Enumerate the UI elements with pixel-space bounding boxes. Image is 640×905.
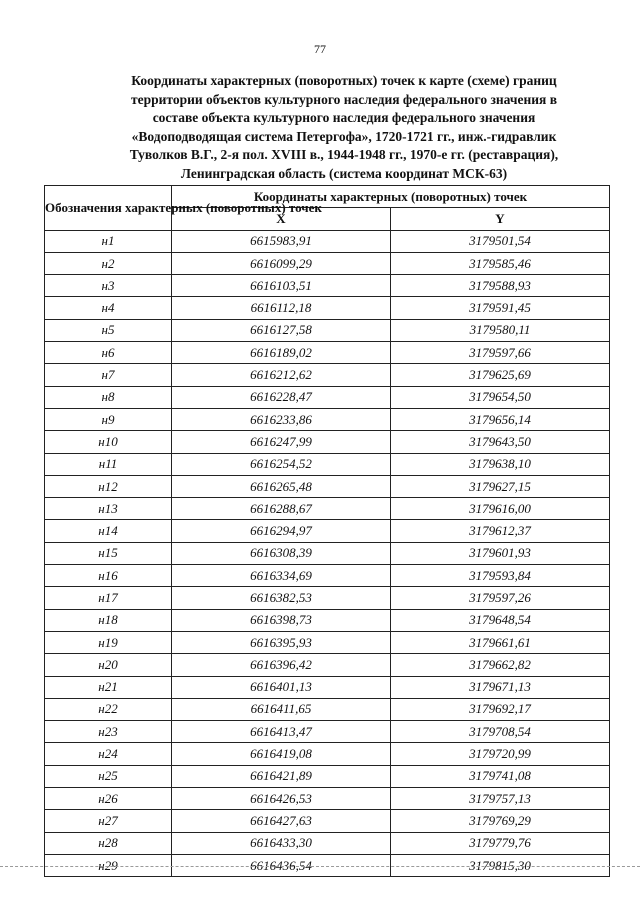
- x-coordinate-cell: 6616411,65: [172, 698, 391, 720]
- x-coordinate-cell: 6616212,62: [172, 364, 391, 386]
- table-row: [45, 297, 610, 319]
- x-coordinate-cell: 6616112,18: [172, 297, 391, 319]
- y-coordinate-cell: 3179648,54: [391, 609, 610, 631]
- point-cell: н25: [45, 765, 172, 787]
- point-cell: н8: [45, 386, 172, 408]
- y-coordinate-cell: 3179815,30: [391, 854, 610, 876]
- y-coordinate-cell: 3179625,69: [391, 364, 610, 386]
- point-cell: н16: [45, 565, 172, 587]
- point-cell: н9: [45, 408, 172, 430]
- y-coordinate-cell: 3179757,13: [391, 788, 610, 810]
- x-coordinate-cell: 6616395,93: [172, 631, 391, 653]
- point-cell: н15: [45, 542, 172, 564]
- table-body: [45, 230, 610, 877]
- y-coordinate-cell: 3179593,84: [391, 565, 610, 587]
- table-row: [45, 631, 610, 653]
- table-row: [45, 319, 610, 341]
- point-cell: н20: [45, 654, 172, 676]
- y-coordinate-cell: 3179601,93: [391, 542, 610, 564]
- point-cell: н3: [45, 275, 172, 297]
- x-coordinate-cell: 6616233,86: [172, 408, 391, 430]
- point-cell: н1: [45, 230, 172, 252]
- table-row: [45, 721, 610, 743]
- point-cell: н14: [45, 520, 172, 542]
- table-row: [45, 498, 610, 520]
- x-coordinate-cell: 6616401,13: [172, 676, 391, 698]
- table-row: [45, 342, 610, 364]
- x-coordinate-cell: 6616421,89: [172, 765, 391, 787]
- x-coordinate-cell: 6616099,29: [172, 252, 391, 274]
- table-row: [45, 810, 610, 832]
- table-row: [45, 453, 610, 475]
- page-number: 77: [314, 42, 326, 56]
- y-coordinate-cell: 3179769,29: [391, 810, 610, 832]
- point-cell: н18: [45, 609, 172, 631]
- x-coordinate-cell: 6616382,53: [172, 587, 391, 609]
- y-coordinate-cell: 3179616,00: [391, 498, 610, 520]
- point-cell: н22: [45, 698, 172, 720]
- y-coordinate-cell: 3179654,50: [391, 386, 610, 408]
- y-coordinate-cell: 3179708,54: [391, 721, 610, 743]
- y-coordinate-cell: 3179638,10: [391, 453, 610, 475]
- y-coordinate-cell: 3179643,50: [391, 431, 610, 453]
- x-coordinate-cell: 6616127,58: [172, 319, 391, 341]
- y-coordinate-cell: 3179585,46: [391, 252, 610, 274]
- x-coordinate-cell: 6616419,08: [172, 743, 391, 765]
- title-line: территории объектов культурного наследия федерального значения в: [130, 91, 557, 107]
- point-cell: н7: [45, 364, 172, 386]
- point-cell: н23: [45, 721, 172, 743]
- point-cell: н12: [45, 475, 172, 497]
- header-x: X: [172, 208, 391, 230]
- y-coordinate-cell: 3179661,61: [391, 631, 610, 653]
- y-coordinate-cell: 3179662,82: [391, 654, 610, 676]
- y-coordinate-cell: 3179597,66: [391, 342, 610, 364]
- point-cell: н29: [45, 854, 172, 876]
- table-row: [45, 431, 610, 453]
- table-row: [45, 275, 610, 297]
- header-coordinates: Координаты характерных (поворотных) точек: [172, 186, 610, 208]
- point-cell: н13: [45, 498, 172, 520]
- table-row: [45, 788, 610, 810]
- header-designation: Обозначения характерных (поворотных) точек: [45, 186, 172, 231]
- table-row: [45, 408, 610, 430]
- table-header: [45, 186, 610, 231]
- table-row: [45, 765, 610, 787]
- table-row: [45, 364, 610, 386]
- y-coordinate-cell: 3179501,54: [391, 230, 610, 252]
- point-cell: н21: [45, 676, 172, 698]
- x-coordinate-cell: 6616413,47: [172, 721, 391, 743]
- table-row: [45, 252, 610, 274]
- x-coordinate-cell: 6616247,99: [172, 431, 391, 453]
- point-cell: н10: [45, 431, 172, 453]
- table-row: [45, 475, 610, 497]
- title-line: Ленинградская область (система координат МСК-63): [180, 165, 508, 181]
- x-coordinate-cell: 6616334,69: [172, 565, 391, 587]
- x-coordinate-cell: 6616427,63: [172, 810, 391, 832]
- y-coordinate-cell: 3179720,99: [391, 743, 610, 765]
- x-coordinate-cell: 6616189,02: [172, 342, 391, 364]
- point-cell: н2: [45, 252, 172, 274]
- y-coordinate-cell: 3179597,26: [391, 587, 610, 609]
- point-cell: н6: [45, 342, 172, 364]
- table-row: [45, 587, 610, 609]
- table-row: [45, 565, 610, 587]
- x-coordinate-cell: 6616228,47: [172, 386, 391, 408]
- y-coordinate-cell: 3179591,45: [391, 297, 610, 319]
- x-coordinate-cell: 6616398,73: [172, 609, 391, 631]
- table-row: [45, 676, 610, 698]
- y-coordinate-cell: 3179779,76: [391, 832, 610, 854]
- title-line: Туволков В.Г., 2-я пол. XVIII в., 1944-1948 гг., 1970-е гг. (реставрация),: [129, 147, 559, 162]
- table-row: [45, 832, 610, 854]
- table-row: [45, 743, 610, 765]
- y-coordinate-cell: 3179692,17: [391, 698, 610, 720]
- x-coordinate-cell: 6616254,52: [172, 453, 391, 475]
- title-line: «Водоподводящая система Петергофа», 1720-1721 гг., инж.-гидравлик: [131, 128, 557, 144]
- point-cell: н19: [45, 631, 172, 653]
- title-line: составе объекта культурного наследия федерального значения: [152, 110, 536, 125]
- x-coordinate-cell: 6616426,53: [172, 788, 391, 810]
- page-divider: [0, 866, 640, 867]
- y-coordinate-cell: 3179580,11: [391, 319, 610, 341]
- x-coordinate-cell: 6616396,42: [172, 654, 391, 676]
- y-coordinate-cell: 3179741,08: [391, 765, 610, 787]
- point-cell: н24: [45, 743, 172, 765]
- y-coordinate-cell: 3179612,37: [391, 520, 610, 542]
- point-cell: н26: [45, 788, 172, 810]
- coordinates-table: [44, 185, 610, 877]
- table-row: [45, 230, 610, 252]
- x-coordinate-cell: 6616308,39: [172, 542, 391, 564]
- table-row: [45, 520, 610, 542]
- point-cell: н17: [45, 587, 172, 609]
- table-row: [45, 386, 610, 408]
- point-cell: н28: [45, 832, 172, 854]
- x-coordinate-cell: 6616433,30: [172, 832, 391, 854]
- point-cell: н5: [45, 319, 172, 341]
- point-cell: н4: [45, 297, 172, 319]
- table-row: [45, 654, 610, 676]
- header-y: Y: [391, 208, 610, 230]
- y-coordinate-cell: 3179671,13: [391, 676, 610, 698]
- x-coordinate-cell: 6616265,48: [172, 475, 391, 497]
- header-row: [45, 186, 610, 208]
- y-coordinate-cell: 3179627,15: [391, 475, 610, 497]
- point-cell: н11: [45, 453, 172, 475]
- x-coordinate-cell: 6616436,54: [172, 854, 391, 876]
- table-row: [45, 609, 610, 631]
- x-coordinate-cell: 6616103,51: [172, 275, 391, 297]
- table-row: [45, 698, 610, 720]
- y-coordinate-cell: 3179656,14: [391, 408, 610, 430]
- point-cell: н27: [45, 810, 172, 832]
- x-coordinate-cell: 6616294,97: [172, 520, 391, 542]
- document-title: [92, 72, 596, 183]
- title-line: Координаты характерных (поворотных) точек к карте (схеме) границ: [131, 73, 557, 88]
- x-coordinate-cell: 6615983,91: [172, 230, 391, 252]
- y-coordinate-cell: 3179588,93: [391, 275, 610, 297]
- x-coordinate-cell: 6616288,67: [172, 498, 391, 520]
- table-row: [45, 542, 610, 564]
